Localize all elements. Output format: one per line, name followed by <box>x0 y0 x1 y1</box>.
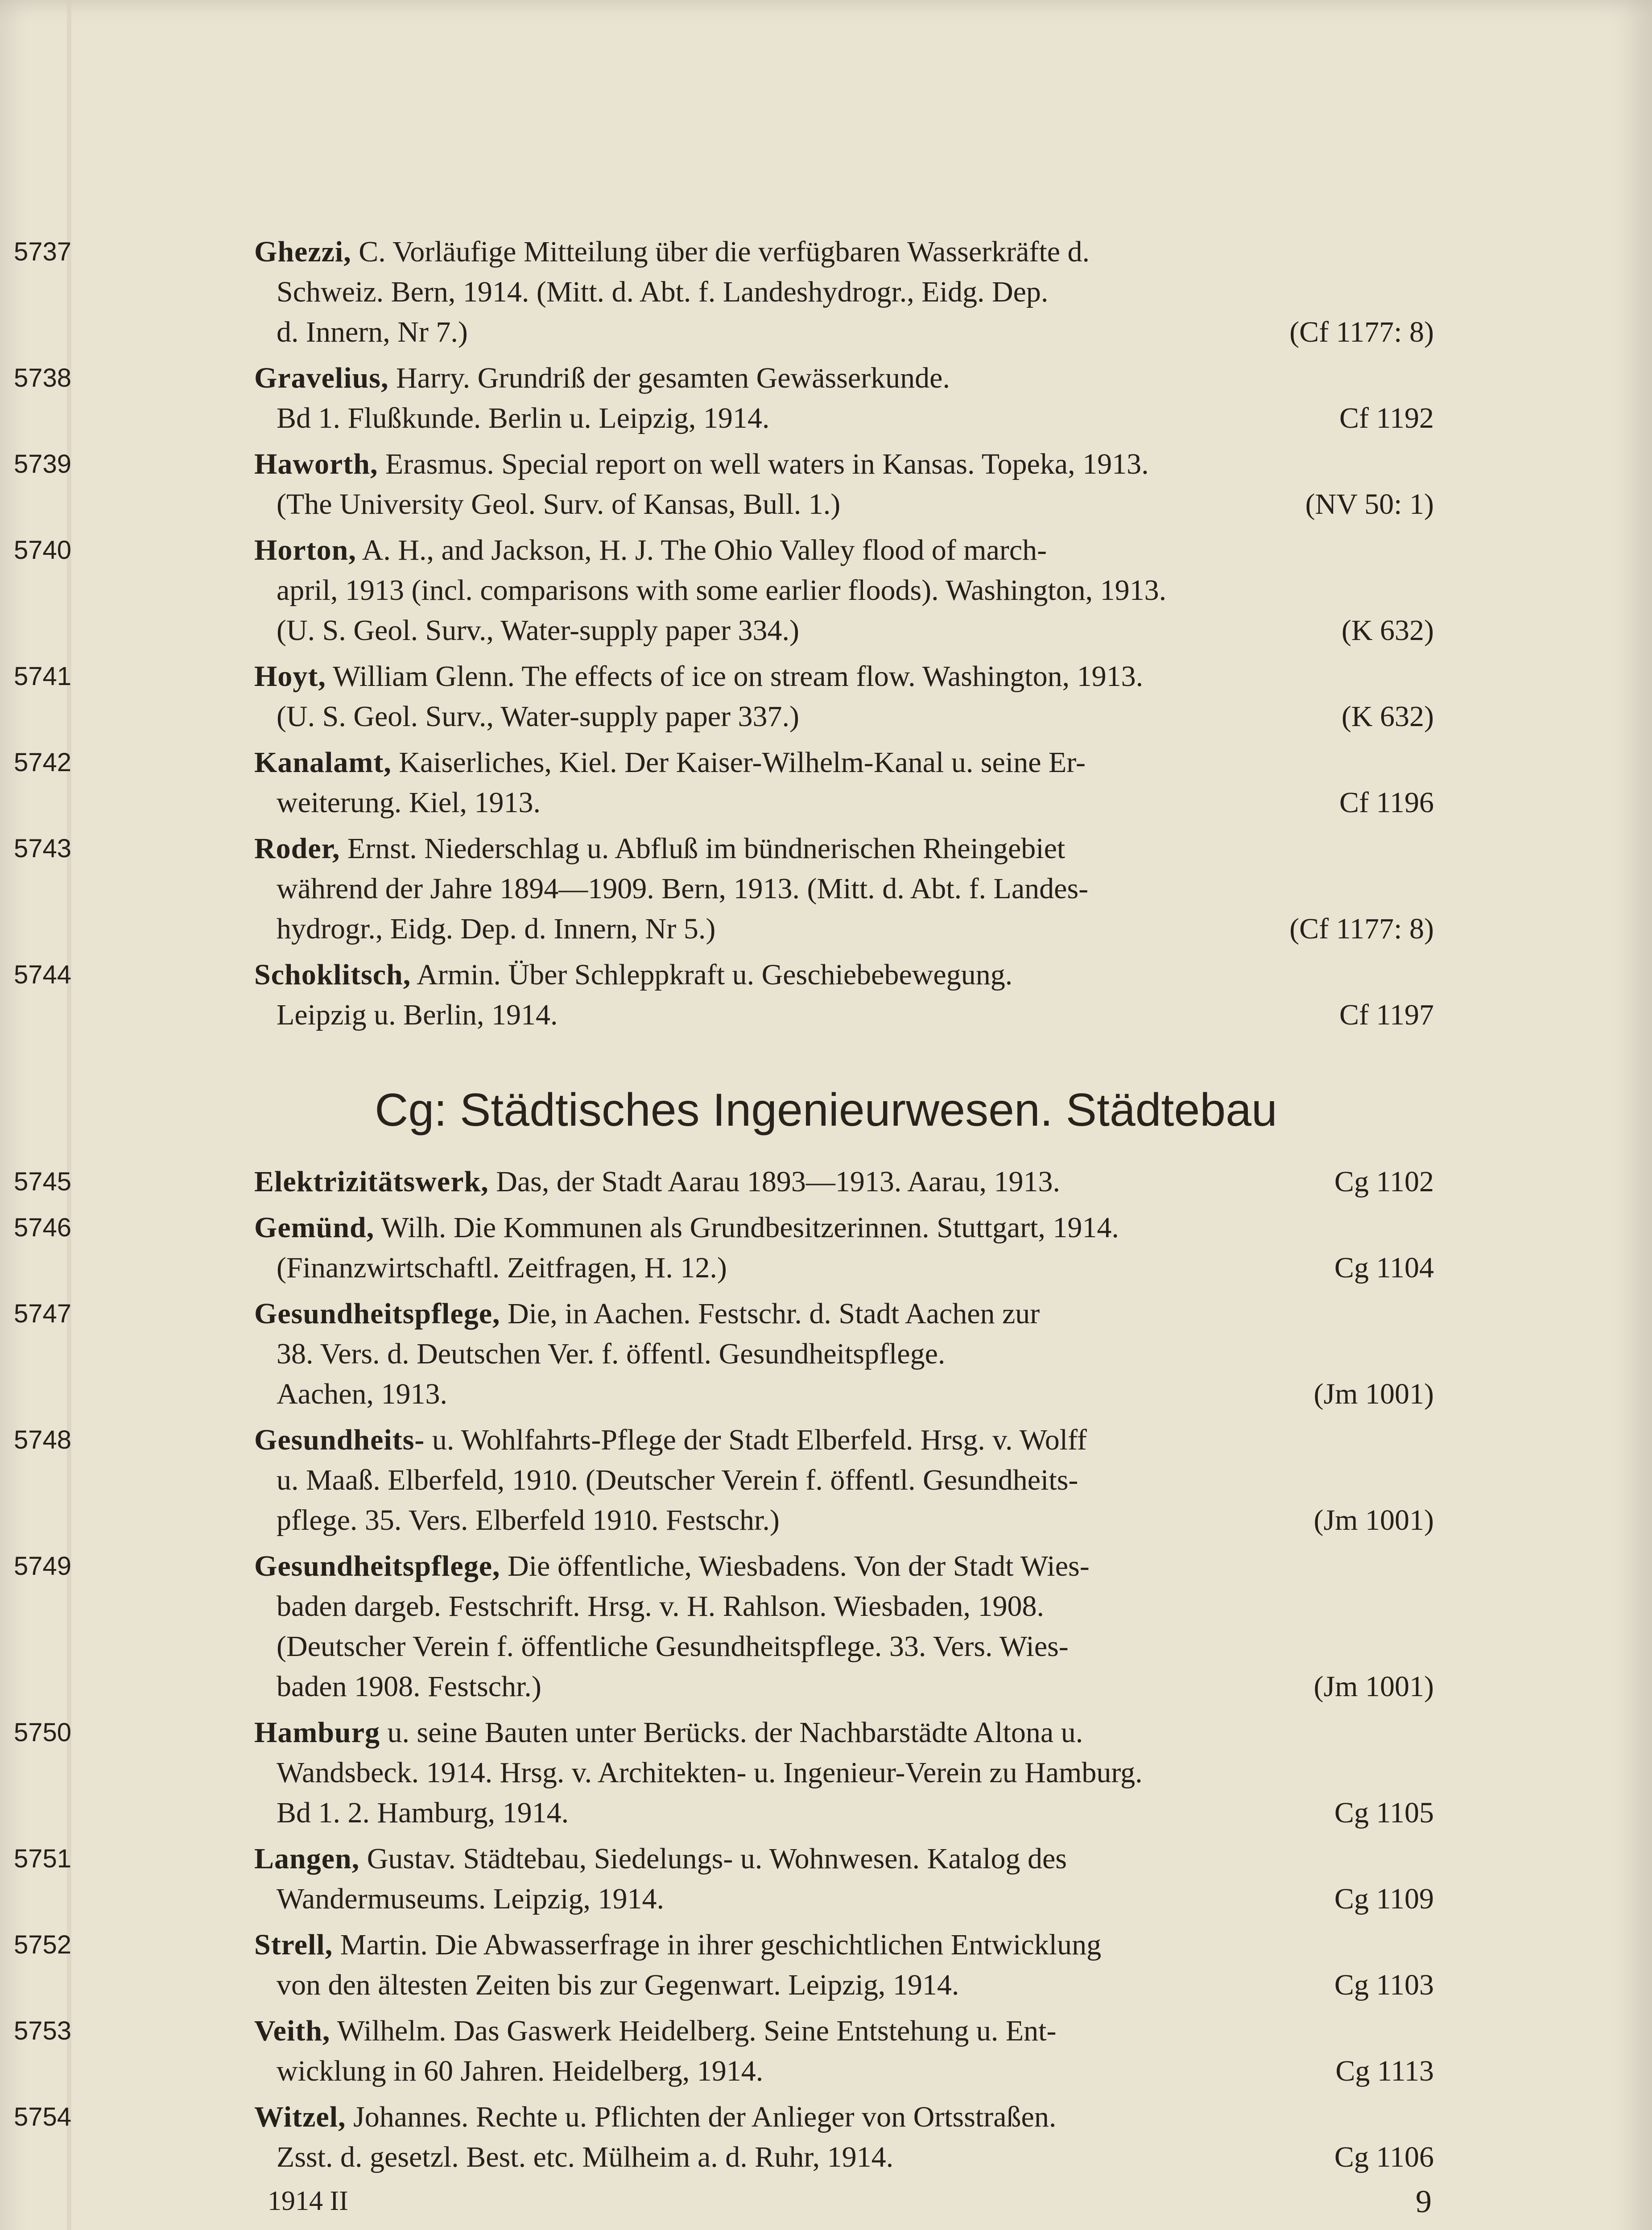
entry-number: 5737 <box>13 237 71 266</box>
entry-number: 5746 <box>13 1213 71 1242</box>
entry-number: 5753 <box>13 2016 71 2045</box>
shelf-mark: Cf 1192 <box>1339 402 1434 434</box>
entry-line <box>254 398 1434 438</box>
shelf-mark: (K 632) <box>1341 614 1434 647</box>
entry-number: 5740 <box>13 536 71 565</box>
shelf-mark: Cg 1104 <box>1334 1251 1434 1284</box>
entry-author: Gesundheitspflege, <box>254 1297 500 1330</box>
shelf-mark: (NV 50: 1) <box>1305 488 1434 520</box>
bibliography-entry <box>13 444 1434 524</box>
entry-line <box>254 2011 1434 2051</box>
entry-line <box>254 1879 1434 1919</box>
entry-text: u. seine Bauten unter Berücks. der Nachbarstädte Altona u. <box>380 1716 1083 1749</box>
entry-number: 5751 <box>13 1844 71 1873</box>
entry-author: Schoklitsch, <box>254 958 411 991</box>
shelf-mark: Cg 1102 <box>1334 1165 1434 1198</box>
entry-text: hydrogr., Eidg. Dep. d. Innern, Nr 5.) <box>277 913 716 945</box>
entry-text: Wilhelm. Das Gaswerk Heidelberg. Seine Entstehung u. Ent- <box>330 2015 1057 2047</box>
entry-line <box>254 2051 1434 2091</box>
entry-number: 5738 <box>13 363 71 392</box>
entry-text: Armin. Über Schleppkraft u. Geschiebebewegung. <box>411 958 1013 991</box>
entry-text: Erasmus. Special report on well waters in Kansas. Topeka, 1913. <box>378 448 1149 480</box>
shelf-mark: (Jm 1001) <box>1313 1378 1434 1410</box>
entry-number: 5744 <box>13 960 71 989</box>
entry-author: Witzel, <box>254 2101 346 2133</box>
entry-line <box>254 1713 1434 1753</box>
entry-line <box>254 1294 1434 1334</box>
shelf-mark: Cf 1197 <box>1339 999 1434 1031</box>
entry-author: Langen, <box>254 1842 360 1875</box>
shelf-mark: Cg 1105 <box>1334 1796 1434 1829</box>
entry-text: u. Wohlfahrts-Pflege der Stadt Elberfeld. Hrsg. v. Wolff <box>425 1424 1087 1456</box>
entry-line <box>254 358 1434 398</box>
entry-text: William Glenn. The effects of ice on stream flow. Washington, 1913. <box>326 660 1144 693</box>
entry-text: Martin. Die Abwasserfrage in ihrer geschichtlichen Entwicklung <box>333 1929 1102 1961</box>
bibliography-entry <box>13 657 1434 737</box>
shelf-mark: Cf 1196 <box>1339 786 1434 819</box>
entry-line <box>254 1460 1434 1500</box>
entry-line <box>254 444 1434 484</box>
bibliography-entry <box>13 829 1434 949</box>
entry-line <box>254 2137 1434 2177</box>
shelf-mark: Cg 1109 <box>1334 1883 1434 1915</box>
shelf-mark: Cg 1103 <box>1334 1969 1434 2001</box>
entry-text: d. Innern, Nr 7.) <box>277 316 468 348</box>
entry-text: Johannes. Rechte u. Pflichten der Anlieger von Ortsstraßen. <box>346 2101 1057 2133</box>
entry-text: Wandsbeck. 1914. Hrsg. v. Architekten- u. Ingenieur-Verein zu Hamburg. <box>277 1756 1143 1789</box>
entry-text: (The University Geol. Surv. of Kansas, Bull. 1.) <box>277 488 841 520</box>
bibliography-entry <box>13 1208 1434 1288</box>
shelf-mark: Cg 1113 <box>1335 2055 1434 2087</box>
entry-number: 5749 <box>13 1552 71 1581</box>
bibliography-entry <box>13 1420 1434 1540</box>
entry-line <box>254 829 1434 869</box>
entry-text: Schweiz. Bern, 1914. (Mitt. d. Abt. f. Landeshydrogr., Eidg. Dep. <box>277 276 1049 308</box>
entry-line <box>254 1500 1434 1540</box>
entry-author: Kanalamt, <box>254 746 392 779</box>
entry-author: Elektrizitätswerk, <box>254 1165 489 1198</box>
entry-author: Hoyt, <box>254 660 326 693</box>
entry-line <box>254 2097 1434 2137</box>
entry-author: Horton, <box>254 534 356 566</box>
entry-number: 5754 <box>13 2102 71 2131</box>
bibliography-entry <box>13 1294 1434 1414</box>
bibliography-entry <box>13 232 1434 352</box>
entry-line <box>254 1334 1434 1374</box>
entry-line <box>254 1248 1434 1288</box>
entry-line <box>254 1925 1434 1965</box>
entry-line <box>254 743 1434 783</box>
shelf-mark: (Cf 1177: 8) <box>1289 316 1434 348</box>
section-title: Cg: Städtisches Ingenieurwesen. Städtebau <box>375 1084 1277 1136</box>
entry-author: Roder, <box>254 832 340 865</box>
entry-text: (U. S. Geol. Surv., Water-supply paper 334.) <box>277 614 799 647</box>
entry-line <box>254 1208 1434 1248</box>
entry-author: Gesundheitspflege, <box>254 1550 500 1582</box>
entry-text: von den ältesten Zeiten bis zur Gegenwart. Leipzig, 1914. <box>277 1969 959 2001</box>
entry-text: C. Vorläufige Mitteilung über die verfügbaren Wasserkräfte d. <box>351 235 1090 268</box>
entry-line <box>254 232 1434 272</box>
entry-text: während der Jahre 1894—1909. Bern, 1913. (Mitt. d. Abt. f. Landes- <box>277 872 1089 905</box>
entry-text: Kaiserliches, Kiel. Der Kaiser-Wilhelm-Kanal u. seine Er- <box>391 746 1086 779</box>
entry-line <box>254 1374 1434 1414</box>
entry-line <box>254 570 1434 611</box>
bibliography-entry <box>13 2097 1434 2177</box>
entry-text: weiterung. Kiel, 1913. <box>277 786 541 819</box>
bibliography-entry <box>13 955 1434 1035</box>
entry-line <box>254 1546 1434 1586</box>
entry-number: 5741 <box>13 662 71 691</box>
entry-line <box>254 697 1434 737</box>
entry-text: pflege. 35. Vers. Elberfeld 1910. Festschr.) <box>277 1504 780 1536</box>
entry-line <box>254 783 1434 823</box>
entry-line <box>254 955 1434 995</box>
bibliography-entry <box>13 1839 1434 1919</box>
entry-line <box>254 312 1434 352</box>
bibliography-entry <box>13 1546 1434 1707</box>
bibliography-entry <box>13 1162 1434 1202</box>
entry-line <box>254 1965 1434 2005</box>
bibliography-entry <box>13 358 1434 438</box>
entry-text: Die öffentliche, Wiesbadens. Von der Stadt Wies- <box>500 1550 1090 1582</box>
entry-author: Gemünd, <box>254 1211 375 1244</box>
entry-line <box>254 1753 1434 1793</box>
entry-text: Das, der Stadt Aarau 1893—1913. Aarau, 1913. <box>488 1165 1060 1198</box>
entry-number: 5747 <box>13 1299 71 1328</box>
entry-text: Wandermuseums. Leipzig, 1914. <box>277 1883 664 1915</box>
shelf-mark: (Cf 1177: 8) <box>1289 913 1434 945</box>
entry-text: Ernst. Niederschlag u. Abfluß im bündnerischen Rheingebiet <box>340 832 1066 865</box>
bibliography-entry <box>13 530 1434 651</box>
shelf-mark: Cg 1106 <box>1334 2141 1434 2173</box>
entry-number: 5742 <box>13 748 71 777</box>
entry-text: A. H., and Jackson, H. J. The Ohio Valley flood of march- <box>356 534 1047 566</box>
entry-text: u. Maaß. Elberfeld, 1910. (Deutscher Verein f. öffentl. Gesundheits- <box>277 1464 1078 1496</box>
entry-text: baden 1908. Festschr.) <box>277 1670 541 1703</box>
entry-text: Die, in Aachen. Festschr. d. Stadt Aachen zur <box>500 1297 1040 1330</box>
entry-line <box>254 909 1434 949</box>
entry-line <box>254 1420 1434 1460</box>
entry-number: 5739 <box>13 450 71 479</box>
shelf-mark: (Jm 1001) <box>1313 1504 1434 1536</box>
entry-line <box>254 869 1434 909</box>
bibliography-entry <box>13 1713 1434 1833</box>
entry-text: wicklung in 60 Jahren. Heidelberg, 1914. <box>277 2055 764 2087</box>
bibliography-entry <box>13 743 1434 823</box>
shelf-mark: (K 632) <box>1341 700 1434 733</box>
entry-line <box>254 1586 1434 1627</box>
entry-text: Zsst. d. gesetzl. Best. etc. Mülheim a. d. Ruhr, 1914. <box>277 2141 894 2173</box>
entry-author: Haworth, <box>254 448 378 480</box>
entry-text: Wilh. Die Kommunen als Grundbesitzerinnen. Stuttgart, 1914. <box>374 1211 1119 1244</box>
entry-line <box>254 484 1434 524</box>
entry-line <box>254 530 1434 570</box>
bibliography-entry <box>13 1925 1434 2005</box>
entry-line <box>254 1839 1434 1879</box>
entry-text: (U. S. Geol. Surv., Water-supply paper 337.) <box>277 700 799 733</box>
entry-text: Aachen, 1913. <box>277 1378 448 1410</box>
entry-line <box>254 611 1434 651</box>
entry-number: 5748 <box>13 1425 71 1454</box>
entry-line <box>254 1627 1434 1667</box>
bibliography-entry <box>13 2011 1434 2091</box>
entry-text: baden dargeb. Festschrift. Hrsg. v. H. Rahlson. Wiesbaden, 1908. <box>277 1590 1044 1623</box>
entry-line <box>254 995 1434 1035</box>
footer-volume: 1914 II <box>268 2186 348 2216</box>
entry-text: Bd 1. Flußkunde. Berlin u. Leipzig, 1914. <box>277 402 770 434</box>
entry-number: 5743 <box>13 834 71 863</box>
entry-number: 5750 <box>13 1718 71 1747</box>
entry-author: Hamburg <box>254 1716 380 1749</box>
entry-text: (Finanzwirtschaftl. Zeitfragen, H. 12.) <box>277 1251 727 1284</box>
entry-line <box>254 1667 1434 1707</box>
entry-text: Gustav. Städtebau, Siedelungs- u. Wohnwesen. Katalog des <box>359 1842 1067 1875</box>
entry-line <box>254 1793 1434 1833</box>
entry-author: Gravelius, <box>254 362 389 394</box>
entry-author: Gesundheits- <box>254 1424 425 1456</box>
entry-line <box>254 657 1434 697</box>
entry-author: Ghezzi, <box>254 235 351 268</box>
entry-number: 5745 <box>13 1167 71 1196</box>
entry-line <box>254 272 1434 312</box>
entry-number: 5752 <box>13 1930 71 1959</box>
entry-author: Veith, <box>254 2015 330 2047</box>
entry-line <box>254 1162 1434 1202</box>
entry-text: (Deutscher Verein f. öffentliche Gesundheitspflege. 33. Vers. Wies- <box>277 1630 1069 1663</box>
entry-text: Bd 1. 2. Hamburg, 1914. <box>277 1796 569 1829</box>
entry-text: 38. Vers. d. Deutschen Ver. f. öffentl. Gesundheitspflege. <box>277 1338 946 1370</box>
footer-page-number: 9 <box>1416 2184 1432 2219</box>
entry-text: Leipzig u. Berlin, 1914. <box>277 999 558 1031</box>
entry-text: Harry. Grundriß der gesamten Gewässerkunde. <box>388 362 950 394</box>
shelf-mark: (Jm 1001) <box>1313 1670 1434 1703</box>
entry-author: Strell, <box>254 1929 333 1961</box>
entry-text: april, 1913 (incl. comparisons with some earlier floods). Washington, 1913. <box>277 574 1167 607</box>
